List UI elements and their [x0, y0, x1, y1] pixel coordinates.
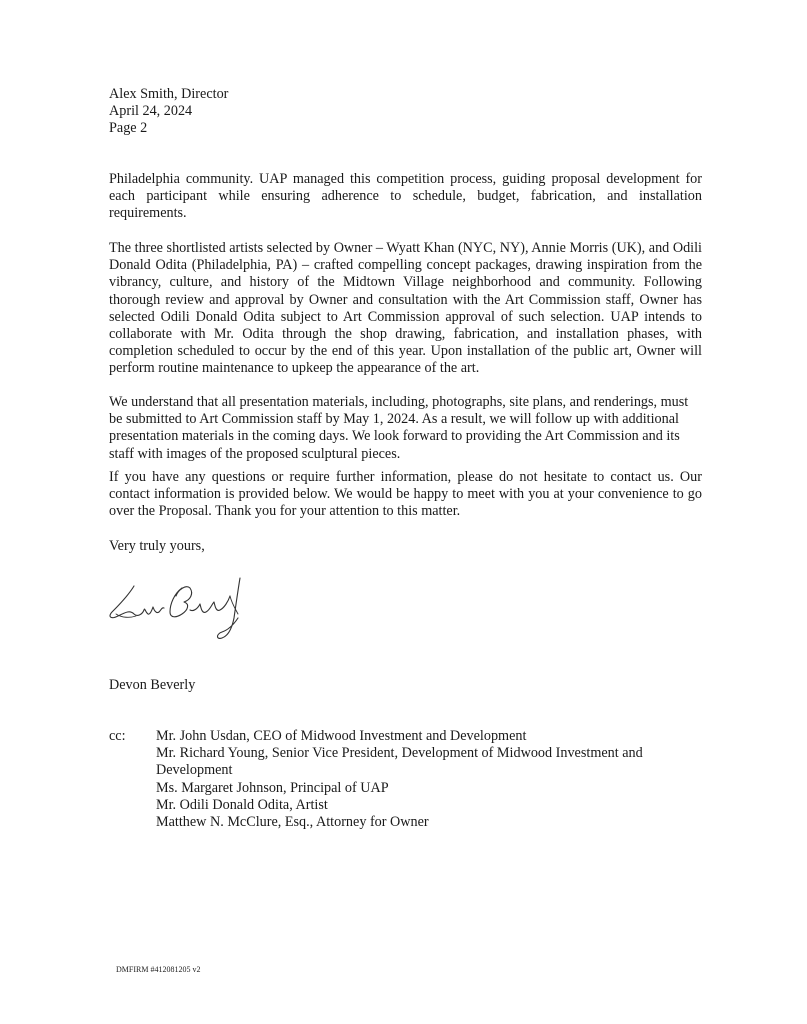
- body-paragraph-3: We understand that all presentation materials, including, photographs, site plans, and renderings, must be submitted to Art Commission staff by May 1, 2024. As a result, we will follow up with additional presentation materials in the coming days. We look forward to providing the Art Commission and its staff with images of the proposed sculptural pieces.: [109, 394, 689, 462]
- cc-recipient-list: [156, 728, 676, 831]
- cc-recipient: Mr. John Usdan, CEO of Midwood Investment and Development: [156, 728, 527, 744]
- signer-name: Devon Beverly: [109, 677, 196, 693]
- date-line: April 24, 2024: [109, 103, 193, 120]
- signature-icon: [104, 574, 254, 646]
- cc-recipient: Matthew N. McClure, Esq., Attorney for Owner: [156, 814, 429, 831]
- body-paragraph-2: The three shortlisted artists selected by Owner – Wyatt Khan (NYC, NY), Annie Morris (UK), and Odili Donald Odita (Philadelphia, PA) – crafted compelling concept packages, drawing inspiration from the vibrancy, culture, and history of the Midtown Village neighborhood and community. Following thorough review and approval by Owner and consultation with the Art Commission staff, Owner has selected Odili Donald Odita subject to Art Commission approval of such selection. UAP intends to collaborate with Mr. Odita through the shop drawing, fabrication, and installation phases, with completion scheduled to occur by the end of this year. Upon installation of the public art, Owner will perform routine maintenance to upkeep the appearance of the art.: [109, 240, 702, 377]
- letter-header: [109, 86, 228, 138]
- cc-recipient: Mr. Odili Donald Odita, Artist: [156, 796, 328, 813]
- document-id: DMFIRM #412081205 v2: [116, 965, 201, 974]
- cc-recipient: Ms. Margaret Johnson, Principal of UAP: [156, 779, 389, 796]
- page-number: Page 2: [109, 120, 148, 137]
- recipient-line: Alex Smith, Director: [109, 86, 229, 102]
- closing-salutation: Very truly yours,: [109, 538, 205, 554]
- cc-recipient: Mr. Richard Young, Senior Vice President, Development of Midwood Investment and Development: [156, 745, 643, 779]
- cc-label: cc:: [109, 728, 126, 744]
- body-paragraph-1: Philadelphia community. UAP managed this competition process, guiding proposal development for each participant while ensuring adherence to schedule, budget, fabrication, and installation requirements.: [109, 171, 702, 222]
- body-paragraph-4: If you have any questions or require further information, please do not hesitate to contact us. Our contact information is provided below. We would be happy to meet with you at your convenience to go over the Proposal. Thank you for your attention to this matter.: [109, 469, 702, 520]
